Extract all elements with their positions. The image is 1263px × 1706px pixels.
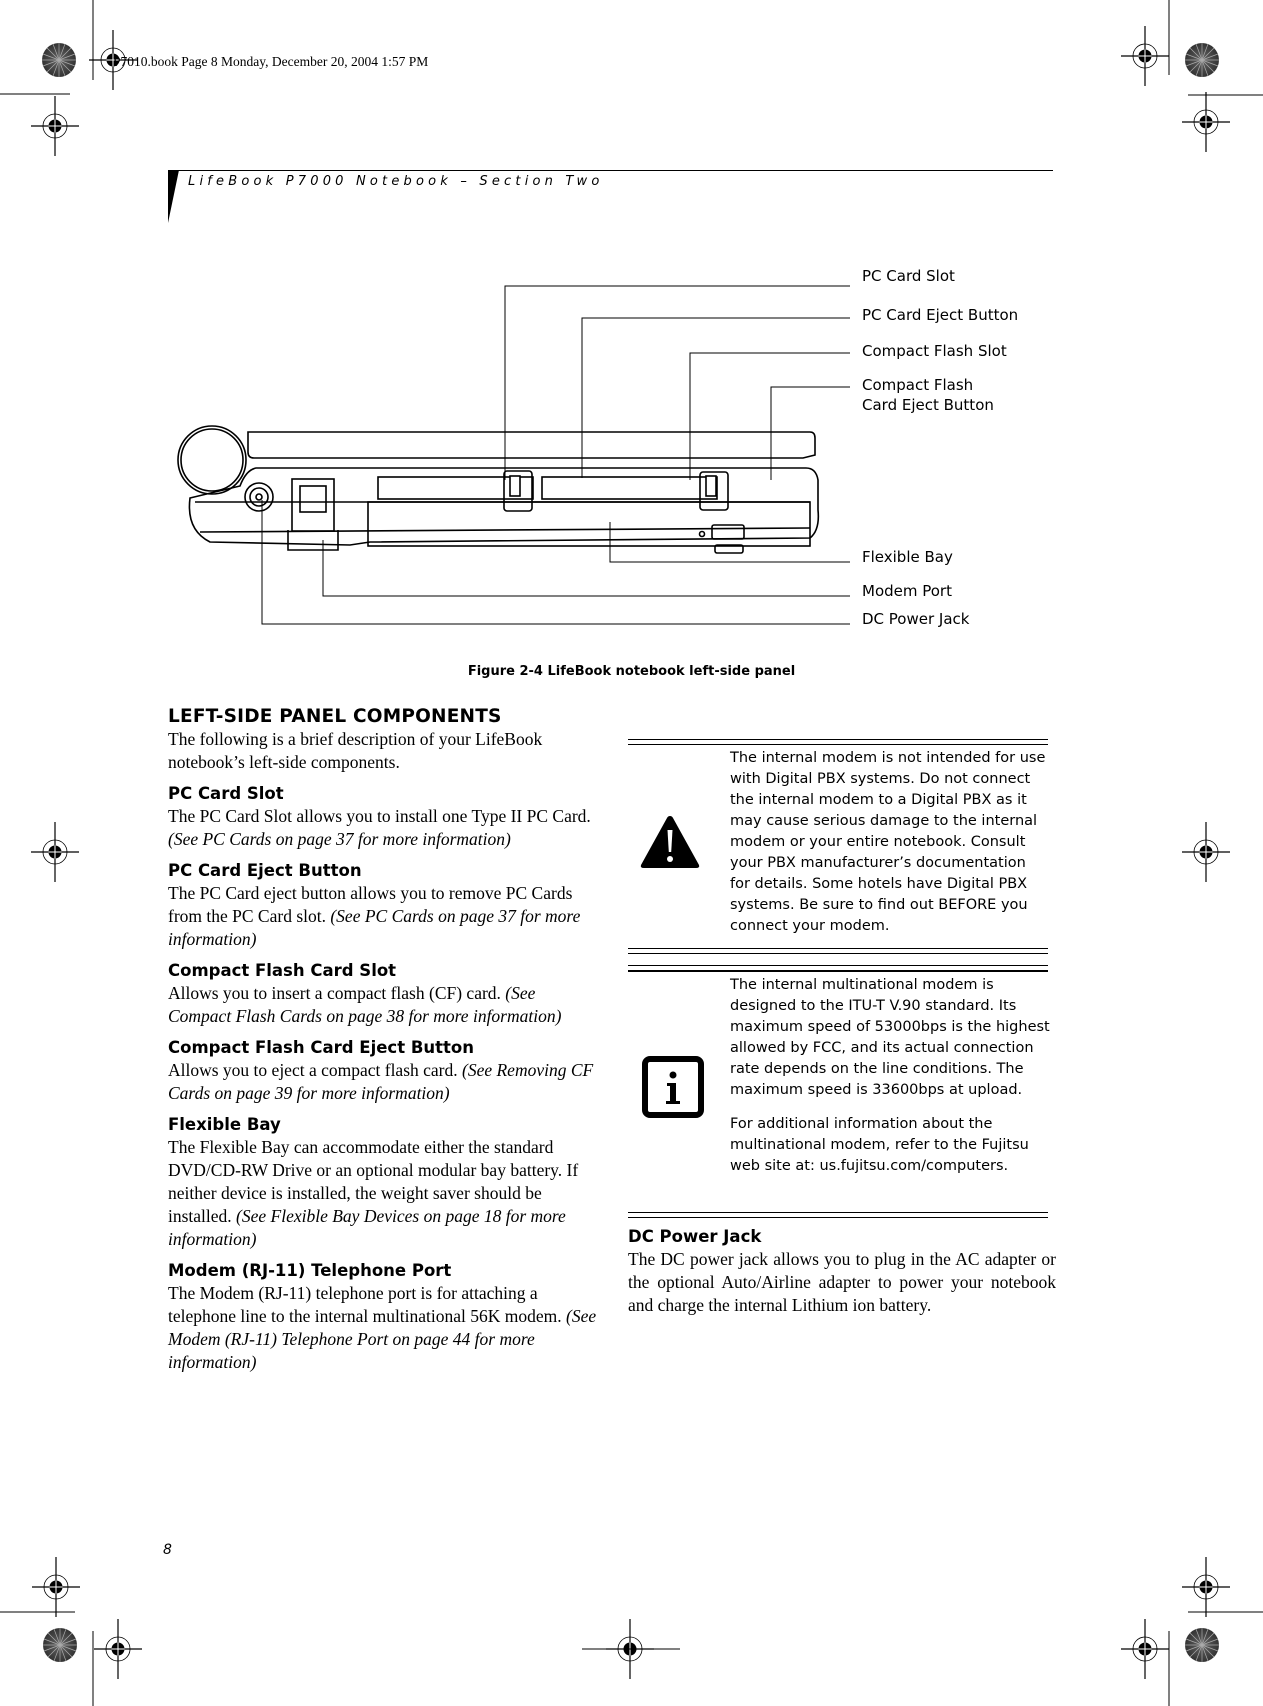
callout-compact-flash-eject-line2: Card Eject Button xyxy=(862,396,994,414)
paragraph-flexible-bay: The Flexible Bay can accommodate either the standard DVD/CD-RW Drive or an optional modular bay battery. If neither device is installed, the weight saver should be installed. (See Flexible Bay Devices on page 18 for more information) xyxy=(168,1137,579,1249)
subheading-modem-port: Modem (RJ-11) Telephone Port xyxy=(168,1261,452,1280)
subheading-pc-card-eject: PC Card Eject Button xyxy=(168,861,362,880)
subheading-flexible-bay: Flexible Bay xyxy=(168,1115,281,1134)
cross-reference: (See Modem (RJ-11) Telephone Port on page 44 for more information) xyxy=(168,1306,597,1372)
callout-modem-port: Modem Port xyxy=(862,582,952,600)
left-column xyxy=(168,705,598,1374)
note-rule-bottom xyxy=(628,948,1048,949)
running-head: LifeBook P7000 Notebook – Section Two xyxy=(188,174,604,189)
info-paragraph-2: For additional information about the multinational modem, refer to the Fujitsu web site at: us.fujitsu.com/computers. xyxy=(730,1116,1029,1174)
cross-reference: (See PC Cards on page 37 for more information) xyxy=(168,906,581,949)
print-slug: P7010.book Page 8 Monday, December 20, 2004 1:57 PM xyxy=(113,54,429,69)
callout-compact-flash-eject-button xyxy=(862,375,994,415)
section-heading: LEFT-SIDE PANEL COMPONENTS xyxy=(168,706,502,727)
note-rule-bottom xyxy=(628,953,1048,954)
subheading-dc-power-jack: DC Power Jack xyxy=(628,1227,762,1246)
callout-compact-flash-eject-line1: Compact Flash xyxy=(862,376,974,394)
info-paragraph-1: The internal multinational modem is designed to the ITU-T V.90 standard. Its maximum speed of 53000bps is the highest allowed by FCC, and its actual connection rate depends on the line conditions. The maximum speed is 33600bps at upload. xyxy=(730,977,1050,1098)
dc-power-jack-section xyxy=(628,1226,1056,1317)
figure-leader-lines xyxy=(0,0,1263,700)
paragraph-pc-card-slot: The PC Card Slot allows you to install one Type II PC Card. (See PC Cards on page 37 for more information) xyxy=(168,806,591,849)
warning-triangle-icon xyxy=(638,813,702,871)
note-rule-top xyxy=(628,965,1048,966)
subheading-pc-card-slot: PC Card Slot xyxy=(168,784,284,803)
cross-reference: (See Removing CF Cards on page 39 for more information) xyxy=(168,1060,594,1103)
paragraph-compact-flash-slot: Allows you to insert a compact flash (CF) card. (See Compact Flash Cards on page 38 for more information) xyxy=(168,983,562,1026)
paragraph-pc-card-eject: The PC Card eject button allows you to remove PC Cards from the PC Card slot. (See PC Cards on page 37 for more information) xyxy=(168,883,581,949)
cross-reference: (See Compact Flash Cards on page 38 for more information) xyxy=(168,983,562,1026)
note-rule-bottom xyxy=(628,1217,1048,1218)
note-rule-top xyxy=(628,739,1048,740)
subheading-compact-flash-slot: Compact Flash Card Slot xyxy=(168,961,397,980)
paragraph-compact-flash-eject: Allows you to eject a compact flash card. (See Removing CF Cards on page 39 for more information) xyxy=(168,1060,594,1103)
warning-note-text: The internal modem is not intended for use with Digital PBX systems. Do not connect the internal modem to a Digital PBX as it may cause serious damage to the internal modem or your entire notebook. Consult your PBX manufacturer’s documentation for details. Some hotels have Digital PBX systems. Be sure to find out BEFORE you connect your modem. xyxy=(730,750,1046,934)
callout-compact-flash-slot: Compact Flash Slot xyxy=(862,342,1007,360)
callout-pc-card-eject-button: PC Card Eject Button xyxy=(862,306,1019,324)
cross-reference: (See PC Cards on page 37 for more information) xyxy=(168,829,511,849)
paragraph-modem-port: The Modem (RJ-11) telephone port is for attaching a telephone line to the internal multinational 56K modem. (See Modem (RJ-11) Telephone Port on page 44 for more information) xyxy=(168,1283,597,1372)
callout-pc-card-slot: PC Card Slot xyxy=(862,267,955,285)
subheading-compact-flash-eject: Compact Flash Card Eject Button xyxy=(168,1038,475,1057)
cross-reference: (See Flexible Bay Devices on page 18 for more information) xyxy=(168,1206,566,1249)
callout-flexible-bay: Flexible Bay xyxy=(862,548,953,566)
note-rule-bottom xyxy=(628,1212,1048,1213)
figure-caption: Figure 2-4 LifeBook notebook left-side panel xyxy=(467,664,796,679)
intro-paragraph: The following is a brief description of your LifeBook notebook’s left-side components. xyxy=(168,729,543,772)
info-icon xyxy=(642,1056,704,1118)
page-number: 8 xyxy=(163,1542,172,1558)
callout-dc-power-jack: DC Power Jack xyxy=(862,610,970,628)
note-rule-top-thick xyxy=(628,970,1048,972)
info-note-text xyxy=(730,975,1050,1177)
paragraph-dc-power-jack: The DC power jack allows you to plug in the AC adapter or the optional Auto/Airline adapter to power your notebook and charge the internal Lithium ion battery. xyxy=(628,1249,1056,1315)
note-rule-top xyxy=(628,744,1048,745)
